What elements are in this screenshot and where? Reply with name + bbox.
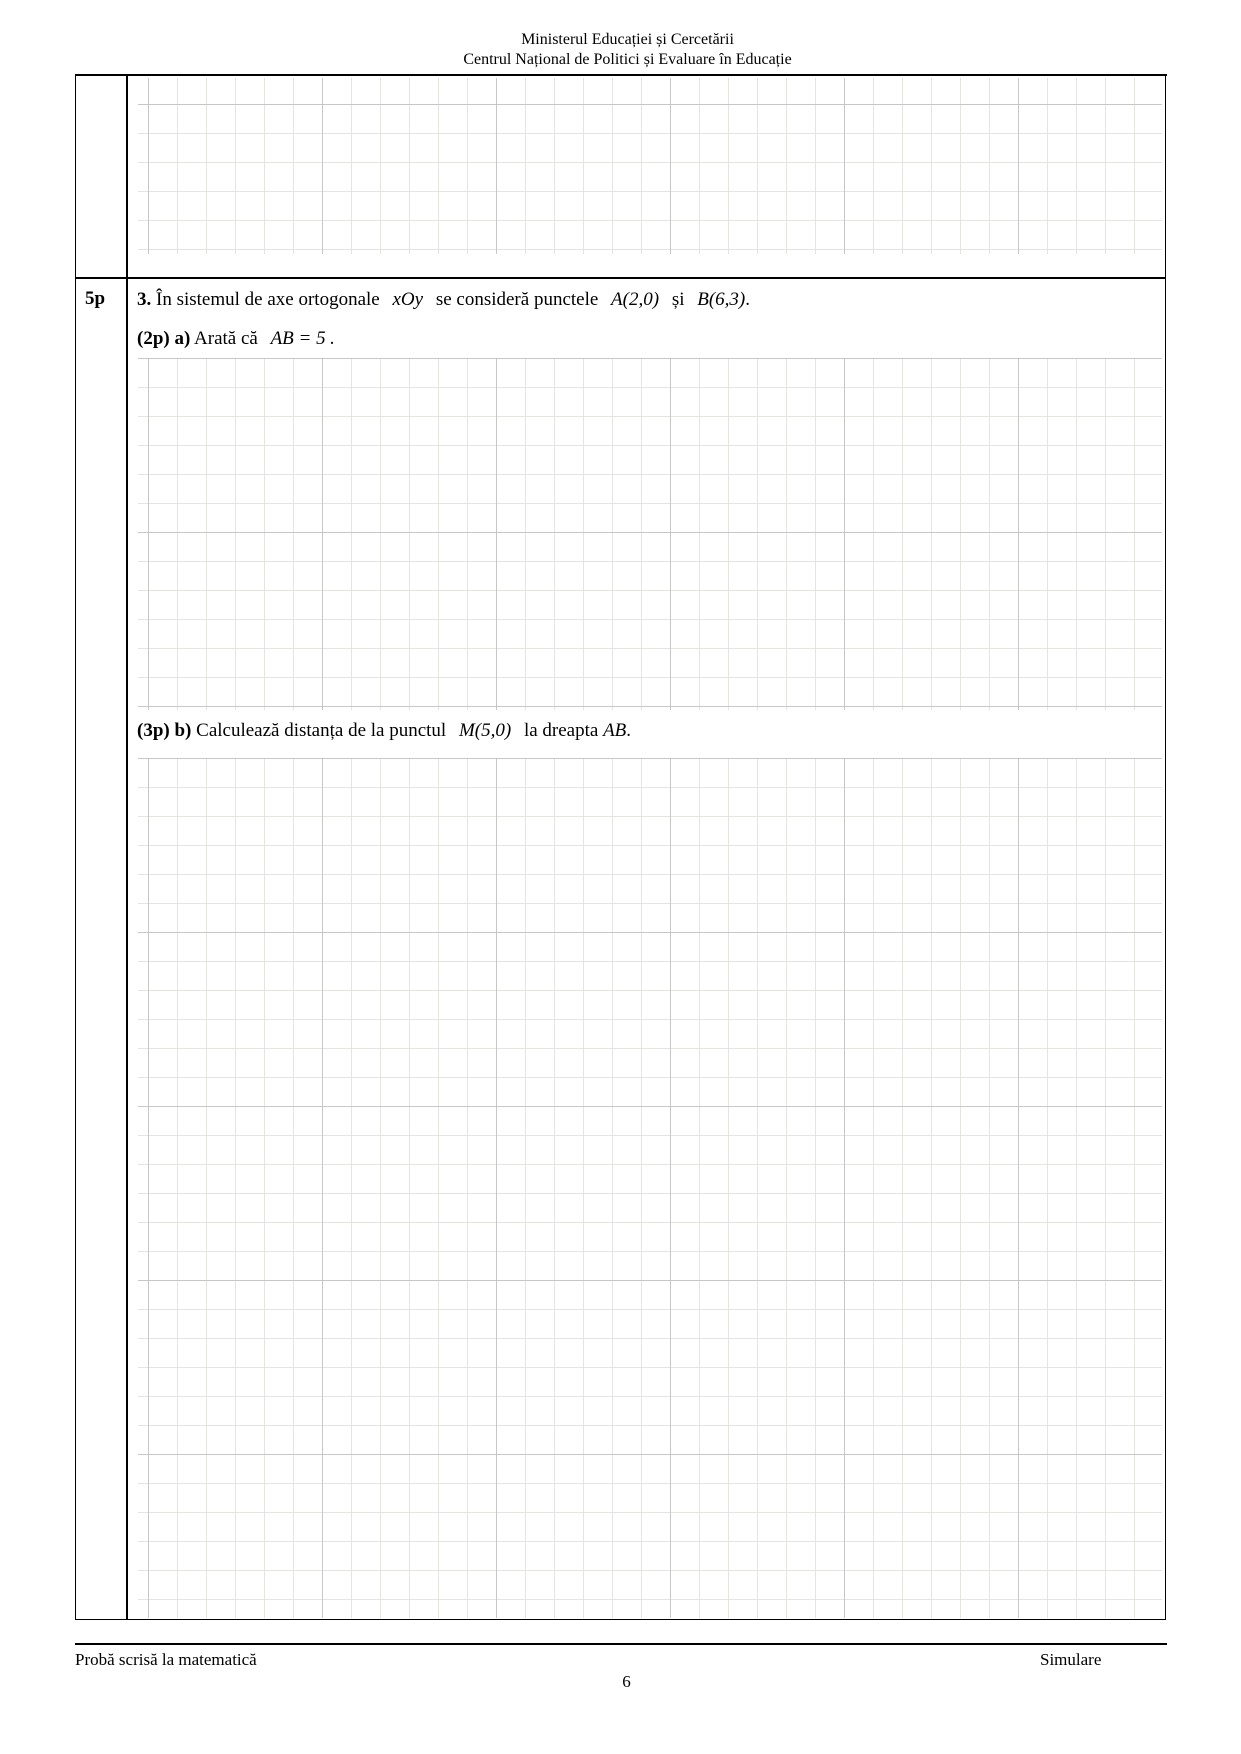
period: . [626, 720, 632, 741]
part-a-statement [137, 328, 334, 350]
part-a-points: (2p) [137, 328, 170, 349]
question-number: 3. [137, 289, 152, 310]
period: . [745, 289, 751, 310]
point-a: A(2,0) [611, 289, 660, 310]
header-ministry: Ministerul Educației și Cercetării [521, 31, 734, 48]
row-divider [75, 277, 1166, 279]
page-number: 6 [622, 1672, 631, 1691]
points-column-divider [126, 75, 128, 1620]
footer-exam-title: Probă scrisă la matematică [75, 1650, 257, 1669]
part-a-label: a) [174, 328, 191, 349]
question-3-statement [137, 289, 750, 311]
conjunction: și [671, 289, 685, 310]
question-intro: În sistemul de axe ortogonale [156, 289, 380, 310]
header-center: Centrul Național de Politici și Evaluare în Educație [463, 51, 792, 68]
answer-grid-part-a[interactable] [138, 358, 1162, 710]
part-a-math: AB = 5 [270, 328, 326, 349]
part-b-text: Calculează distanța de la punctul [196, 720, 447, 741]
footer-session: Simulare [1040, 1650, 1102, 1669]
question-intro-2: se consideră punctele [435, 289, 599, 310]
point-m: M(5,0) [458, 720, 512, 741]
line-ab: AB [603, 720, 627, 741]
part-b-label: b) [174, 720, 192, 741]
question-points: 5p [85, 288, 106, 309]
footer-rule [75, 1643, 1167, 1645]
period: . [329, 328, 335, 349]
part-b-statement [137, 720, 631, 742]
answer-grid-part-b[interactable] [138, 758, 1162, 1618]
axes-label: xOy [392, 289, 424, 310]
part-b-text-2: la dreapta [523, 720, 599, 741]
point-b: B(6,3) [697, 289, 746, 310]
part-a-text: Arată că [194, 328, 258, 349]
part-b-points: (3p) [137, 720, 170, 741]
answer-grid-previous[interactable] [138, 78, 1162, 254]
